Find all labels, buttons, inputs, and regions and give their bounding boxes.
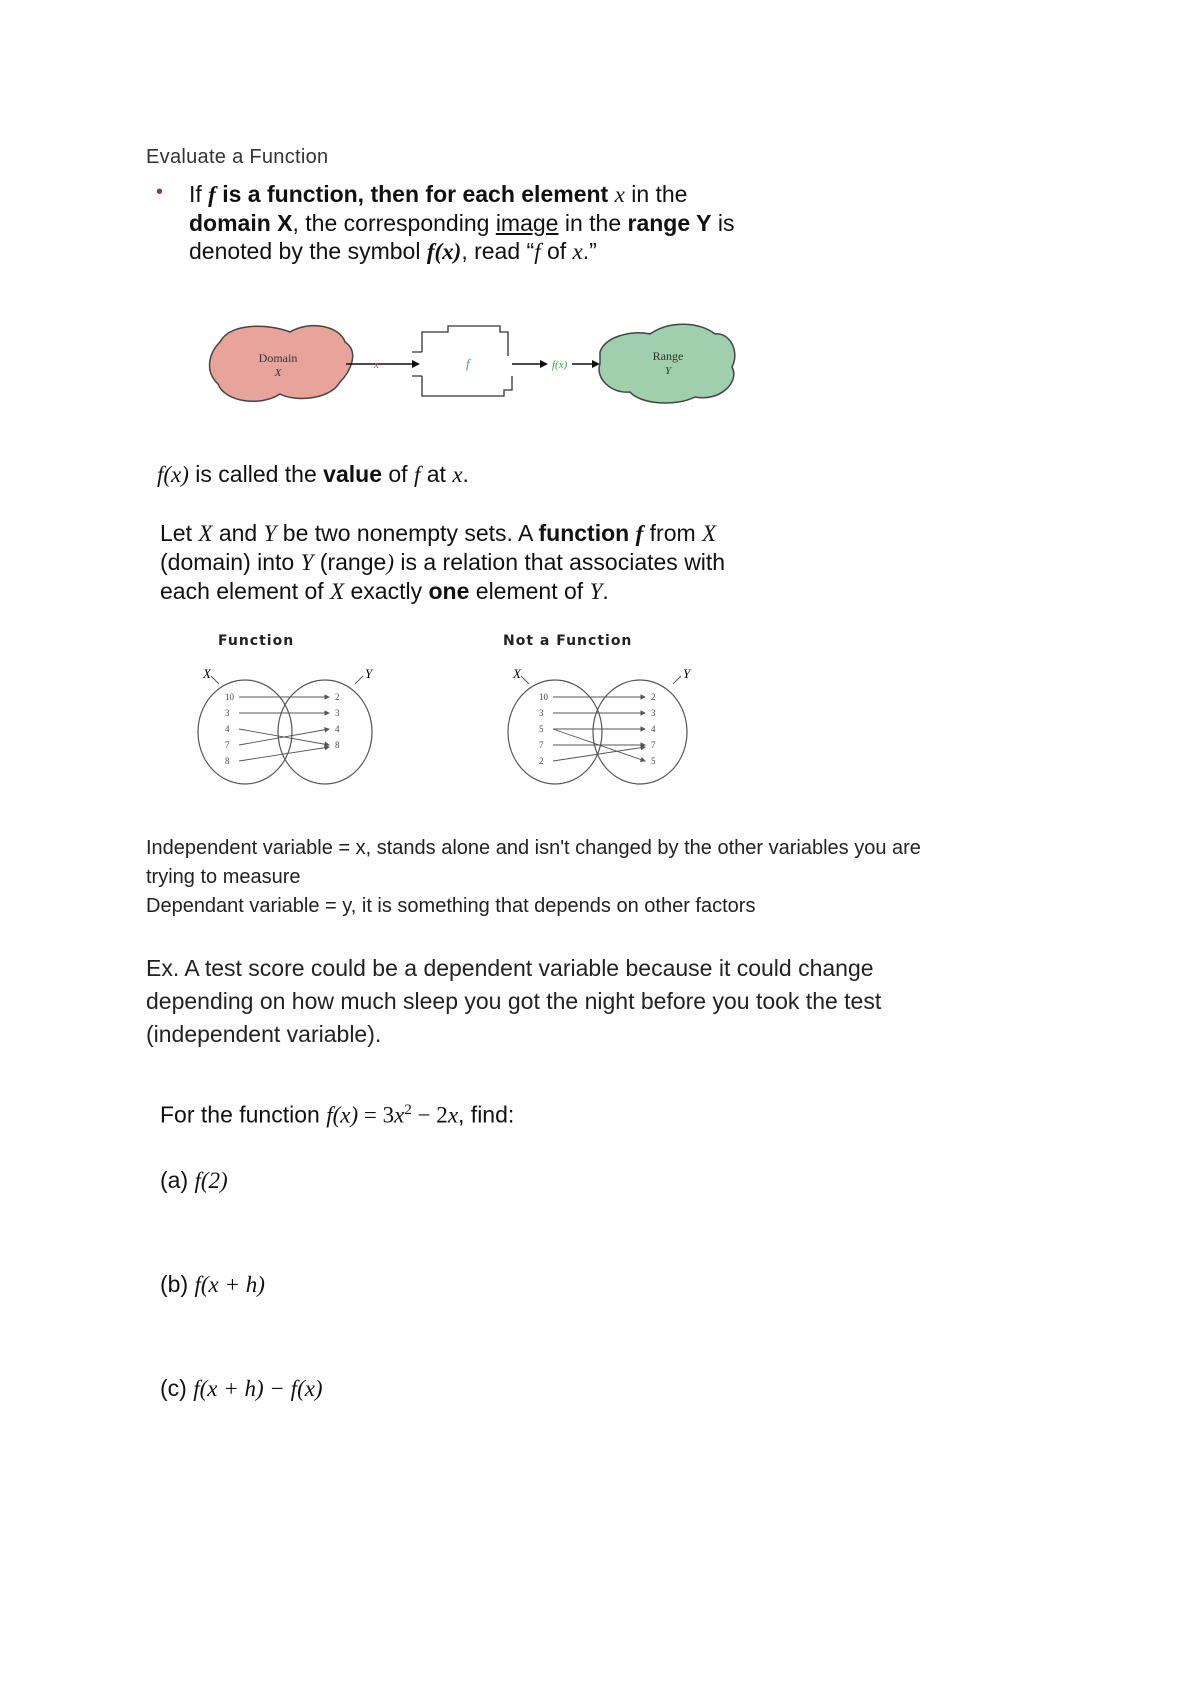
left-range-0: 2 bbox=[335, 692, 340, 702]
problem-part-c: (c) f(x + h) − f(x) bbox=[160, 1375, 323, 1401]
right-domain-4: 2 bbox=[539, 756, 544, 766]
right-y-var: Y bbox=[683, 666, 691, 681]
function-caption: Function bbox=[218, 633, 295, 649]
left-range-3: 8 bbox=[335, 740, 340, 750]
dependent-variable-line: Dependant variable = y, it is something that depends on other factors bbox=[146, 895, 756, 917]
right-range-4: 5 bbox=[651, 756, 656, 766]
function-machine-diagram bbox=[200, 312, 740, 412]
value-statement: f(x) is called the value of f at x. bbox=[157, 461, 469, 487]
right-range-0: 2 bbox=[651, 692, 656, 702]
not-function-mapping bbox=[508, 666, 692, 784]
left-domain-0: 10 bbox=[225, 692, 234, 702]
function-definition-paragraph: Let X and Y be two nonempty sets. A function f from X (domain) into Y (range) is a relation that associates with each element of X exactly one element of Y. bbox=[160, 520, 726, 604]
right-range-oval bbox=[593, 680, 687, 784]
left-range-2: 4 bbox=[335, 724, 340, 734]
left-y-var: Y bbox=[365, 666, 373, 681]
range-blob bbox=[599, 324, 735, 403]
problem-part-b: (b) f(x + h) bbox=[160, 1271, 265, 1297]
left-domain-4: 8 bbox=[225, 756, 230, 766]
range-var: Y bbox=[664, 365, 672, 377]
right-range-2: 4 bbox=[651, 724, 656, 734]
example-line-3: (independent variable). bbox=[146, 1021, 382, 1047]
right-domain-0: 10 bbox=[539, 692, 548, 702]
not-function-caption: Not a Function bbox=[503, 633, 633, 649]
domain-label: Domain bbox=[258, 351, 298, 365]
function-mapping bbox=[198, 666, 374, 784]
example-line-1: Ex. A test score could be a dependent variable because it could change bbox=[146, 955, 874, 981]
left-range-1: 3 bbox=[335, 708, 340, 718]
left-domain-1: 3 bbox=[225, 708, 230, 718]
independent-variable-line-2: trying to measure bbox=[146, 866, 301, 888]
left-domain-2: 4 bbox=[225, 724, 230, 734]
right-domain-1: 3 bbox=[539, 708, 544, 718]
variables-notes bbox=[146, 834, 1046, 921]
fx-output-label: f(x) bbox=[552, 359, 568, 371]
right-domain-3: 7 bbox=[539, 740, 544, 750]
right-domain-2: 5 bbox=[539, 724, 544, 734]
mapping-diagrams bbox=[175, 662, 715, 792]
section-title: Evaluate a Function bbox=[146, 146, 329, 168]
function-definition-bullet: If f is a function, then for each element x in the domain X, the corresponding image in the range Y is denoted by the symbol f(x), read “f of x.” bbox=[189, 181, 735, 264]
right-x-var: X bbox=[513, 666, 521, 681]
problem-part-a: (a) f(2) bbox=[160, 1167, 228, 1193]
x-input-label: x bbox=[374, 359, 379, 371]
left-x-var: X bbox=[203, 666, 211, 681]
function-box bbox=[422, 326, 508, 356]
independent-variable-line-1: Independent variable = x, stands alone and isn't changed by the other variables you are bbox=[146, 837, 921, 859]
problem-statement: For the function $f(x) = 3x^2 - 2x$, find: bbox=[160, 1101, 515, 1128]
f-box-label: f bbox=[466, 356, 470, 371]
right-domain-oval bbox=[508, 680, 602, 784]
example-line-2: depending on how much sleep you got the night before you took the test bbox=[146, 988, 882, 1014]
right-range-3: 7 bbox=[651, 740, 656, 750]
bullet-marker: • bbox=[156, 181, 164, 203]
left-domain-3: 7 bbox=[225, 740, 230, 750]
right-range-1: 3 bbox=[651, 708, 656, 718]
example-paragraph bbox=[146, 952, 1046, 1051]
range-label: Range bbox=[652, 349, 684, 363]
domain-var: X bbox=[274, 367, 282, 379]
